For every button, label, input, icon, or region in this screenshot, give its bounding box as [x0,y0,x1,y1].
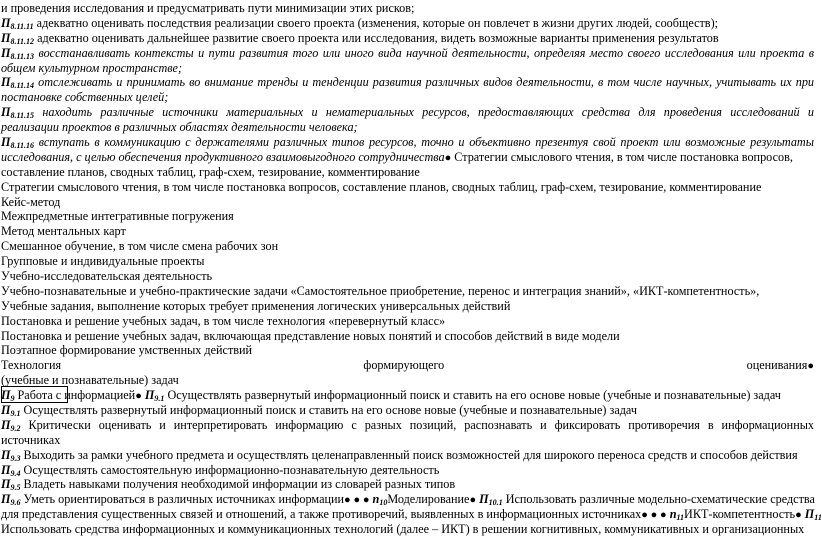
method-item: Межпредметные интегративные погружения [1,209,234,224]
method-item: Смешанное обучение, в том числе смена рабочих зон [1,239,279,254]
pk-item-13-line1: $П_{8.11.13}$ восстанавливать контексты и пути развития того или иного вида научной деятельности, определяя место своего исследования или проекта в [1,45,814,61]
p11-line: Использовать средства информационных и коммуникационных технологий (далее – ИКТ) в решении когнитивных, коммуникативных и организационных [1,522,805,537]
pk-item-16-line1: $П_{8.11.16}$ вступать в коммуникацию с держателями различных типов ресурсов, точно и объективно презентуя свой проект или возможные результаты [1,135,814,150]
method-item: Учебные задания, выполнение которых требует применения логических универсальных действий [1,298,511,313]
p10-1-line2: для представления существенных связей и отношений, а также противоречий, выявленных в информационных источниках● ● ● $п_{11}ИКТ-компетентность●$ $П_{11}$ [1,507,822,523]
method-item: Постановка и решение учебных задач, включающая представление новых понятий и способов действий в виде модели [1,328,620,343]
pk-item-12: $П_{8.11.12}$ адекватно оценивать дальнейшее развитие своего проекта или исследования, видеть возможные варианты применения результатов [1,30,719,46]
bullet-icon: ● [444,151,452,164]
bullet-icon: ● [795,509,802,522]
p9-1-line: $П_{9.1}$ Осуществлять развернутый информационный поиск и ставить на его основе новые (учебные и познавательные) задач [1,403,637,418]
technology-row-2: (учебные и познавательные) задач [1,373,179,388]
pk-item-11: $П_{8.11.11}$ адекватно оценивать последствия реализации своего проекта (изменения, которые он повлечет в жизни других людей, сообществ); [1,15,719,31]
method-item: Учебно-познавательные и учебно-практические задачи «Самостоятельное приобретение, перенос и интеграция знаний», «ИКТ-компетентность», [1,283,760,298]
pk-item-13-line2: общем культурном пространстве; [1,60,183,75]
bullet-icon: ● ● ● [344,494,370,507]
p9-6-line: $П_{9.6}$ Уметь ориентироваться в различных источниках информации● ● ● $п_{10}Моделирование●$ $П_{10.1}$ Использовать различные модельно-схематические средства [1,492,815,508]
pk-item-15-line1: $П_{8.11.15}$ находить различные источники материальных и нематериальных ресурсов, предоставляющих средства для проведения исследований и [1,105,815,121]
pk-item-14-line1: $П_{8.11.14}$ отслеживать и принимать во внимание тренды и тенденции развития различных видов деятельности, в том числе научных, учитывать их при [1,75,815,91]
method-item: Групповые и индивидуальные проекты [1,254,205,269]
method-item: Поэтапное формирование умственных действий [1,343,253,358]
pk-item-15-line2: реализации проектов в различных областях деятельности человека; [1,120,358,135]
bullet-icon: ● [807,360,814,373]
p9-2-line1: $П_{9.2}$ Критически оценивать и интерпретировать информацию с разных позиций, распознавать и фиксировать противоречия в информационных [1,417,815,433]
bullet-icon: ● ● ● [641,509,667,522]
method-item: Учебно-исследовательская деятельность [1,269,213,283]
p9-2-line2: источниках [1,432,61,447]
pk-item-16-line2: исследования, с целью обеспечения продуктивного взаимовыгодного сотрудничества● Стратегии смыслового чтения, в том числе постановка вопросов, [1,149,793,164]
technology-row: Технология формирующего оценивания● [1,358,814,373]
p9-line: $П_9$ Работа с информацией● $П_{9.1}$ Осуществлять развернутый информационный поиск и ставить на его основе новые (учебные и познавательные) задач [1,388,781,404]
method-item: Стратегии смыслового чтения, в том числе постановка вопросов, составление планов, сводных таблиц, граф-схем, тезирование, комментирование [1,179,762,194]
bullet-icon: ● [469,494,477,507]
method-item: Кейс-метод [1,194,61,209]
method-item: Постановка и решение учебных задач, в том числе технология «перевернутый класс» [1,313,446,328]
intro-line: и проведения исследования и предусматривать пути минимизации этих рисков; [1,1,415,15]
bullet-icon: ● [135,390,142,403]
pk-item-14-line2: постановке собственных целей; [1,90,169,105]
p9-5-line: $П_{9.5}$ Владеть навыками получения необходимой информации из словарей разных типов [1,477,456,493]
pk-item-16-line3: составление планов, сводных таблиц, граф-схем, тезирование, комментирование [1,164,420,179]
p9-3-line: $П_{9.3}$ Выходить за рамки учебного предмета и осуществлять целенаправленный поиск возможностей для широкого переноса средств и способов действия [1,447,798,463]
p9-4-line: $П_{9.4}$ Осуществлять самостоятельную информационно-познавательную деятельность [1,462,440,478]
method-item: Метод ментальных карт [1,224,126,239]
